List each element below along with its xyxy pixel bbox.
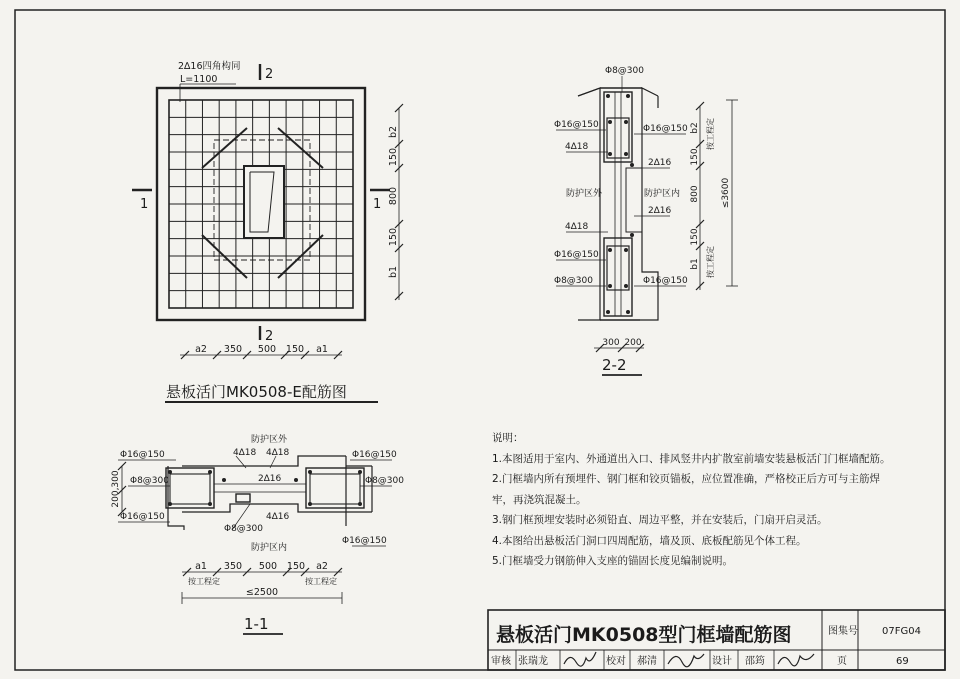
svg-text:4∆18: 4∆18 bbox=[233, 448, 257, 458]
svg-text:800: 800 bbox=[690, 185, 700, 203]
svg-text:b1: b1 bbox=[690, 258, 700, 270]
diagonal-bar-tr bbox=[278, 128, 323, 168]
note-item: 5.门框墙受力钢筋伸入支座的锚固长度见编制说明。 bbox=[492, 555, 734, 567]
note-item: 牢，再浇筑混凝土。 bbox=[492, 493, 587, 506]
svg-text:2∆16: 2∆16 bbox=[648, 206, 672, 216]
section-mark-bottom-label: 2 bbox=[265, 329, 274, 344]
svg-text:防护区外: 防护区外 bbox=[566, 189, 603, 199]
svg-text:150: 150 bbox=[285, 344, 305, 355]
reviewer-signature bbox=[564, 652, 596, 666]
section-2-2-dims bbox=[602, 118, 731, 348]
notes-heading: 说明： bbox=[492, 432, 524, 444]
svg-text:150: 150 bbox=[388, 147, 399, 167]
svg-text:Φ16@150: Φ16@150 bbox=[554, 250, 599, 260]
svg-text:69: 69 bbox=[896, 656, 909, 667]
section-mark-top-label: 2 bbox=[265, 67, 274, 82]
svg-text:防护区内: 防护区内 bbox=[644, 189, 681, 199]
svg-text:按工程定: 按工程定 bbox=[188, 577, 220, 586]
svg-text:Φ8@300: Φ8@300 bbox=[365, 476, 404, 486]
svg-text:150: 150 bbox=[388, 227, 399, 247]
svg-text:350: 350 bbox=[223, 561, 243, 572]
svg-text:a1: a1 bbox=[195, 561, 207, 572]
svg-text:500: 500 bbox=[257, 344, 277, 355]
svg-text:邵筠: 邵筠 bbox=[745, 656, 765, 667]
svg-text:800: 800 bbox=[388, 186, 399, 206]
svg-text:150: 150 bbox=[286, 561, 306, 572]
svg-text:Φ8@300: Φ8@300 bbox=[554, 276, 593, 286]
svg-text:Φ16@150: Φ16@150 bbox=[554, 120, 599, 130]
svg-text:郝清: 郝清 bbox=[637, 656, 657, 667]
svg-text:a1: a1 bbox=[316, 344, 328, 355]
svg-text:4∆18: 4∆18 bbox=[565, 142, 589, 152]
svg-text:b1: b1 bbox=[388, 265, 399, 279]
notes-block bbox=[492, 428, 912, 572]
note-item: 1.本图适用于室内、外通道出入口、排风竖井内扩散室前墙安装悬板活门门框墙配筋。 bbox=[492, 452, 891, 465]
svg-text:≤2500: ≤2500 bbox=[245, 587, 279, 598]
svg-text:150: 150 bbox=[690, 228, 700, 246]
svg-text:200,300: 200,300 bbox=[111, 470, 121, 508]
svg-text:按工程定: 按工程定 bbox=[305, 577, 337, 586]
svg-text:350: 350 bbox=[223, 344, 243, 355]
svg-text:Φ16@150: Φ16@150 bbox=[352, 450, 397, 460]
plan-right-dims bbox=[388, 126, 399, 278]
svg-text:07FG04: 07FG04 bbox=[882, 626, 921, 637]
svg-text:按工程定: 按工程定 bbox=[706, 118, 715, 150]
plan-bottom-dims bbox=[195, 344, 328, 355]
svg-text:Φ8@300: Φ8@300 bbox=[224, 524, 263, 534]
note-item: 4.本图给出悬板活门洞口四周配筋，墙及顶、底板配筋见个体工程。 bbox=[492, 534, 807, 547]
svg-text:Φ8@300: Φ8@300 bbox=[605, 66, 644, 76]
svg-text:b2: b2 bbox=[388, 125, 399, 139]
svg-text:b2: b2 bbox=[690, 122, 700, 134]
plan-title: 悬板活门MK0508-E配筋图 bbox=[166, 383, 347, 401]
svg-text:4∆16: 4∆16 bbox=[266, 512, 290, 522]
svg-text:图集号: 图集号 bbox=[828, 626, 858, 637]
svg-text:a2: a2 bbox=[316, 561, 328, 572]
section-1-1-title: 1-1 bbox=[244, 615, 269, 633]
drawing-title: 悬板活门MK0508型门框墙配筋图 bbox=[496, 624, 792, 646]
svg-text:2∆16: 2∆16 bbox=[258, 474, 282, 484]
svg-text:防护区内: 防护区内 bbox=[251, 543, 288, 553]
svg-text:300: 300 bbox=[602, 338, 620, 348]
svg-text:页: 页 bbox=[837, 656, 847, 667]
section-1-1-dims bbox=[188, 561, 337, 598]
section-mark-left-label: 1 bbox=[140, 197, 149, 212]
section-mark-right-label: 1 bbox=[373, 197, 382, 212]
svg-text:a2: a2 bbox=[195, 344, 207, 355]
svg-text:Φ8@300: Φ8@300 bbox=[130, 476, 169, 486]
svg-text:4∆18: 4∆18 bbox=[266, 448, 290, 458]
svg-text:Φ16@150: Φ16@150 bbox=[643, 276, 688, 286]
svg-text:2∆16: 2∆16 bbox=[648, 158, 672, 168]
plan-top-label-1: 2∆16四角构同 bbox=[178, 61, 241, 72]
svg-text:500: 500 bbox=[258, 561, 278, 572]
section-2-2-title: 2-2 bbox=[602, 356, 627, 374]
plan-top-label-2: L=1100 bbox=[180, 74, 218, 85]
designer-signature bbox=[778, 654, 814, 666]
svg-text:审核: 审核 bbox=[491, 656, 511, 667]
svg-text:Φ16@150: Φ16@150 bbox=[643, 124, 688, 134]
svg-text:张瑞龙: 张瑞龙 bbox=[518, 656, 548, 667]
svg-text:Φ16@150: Φ16@150 bbox=[120, 512, 165, 522]
svg-text:200: 200 bbox=[624, 338, 642, 348]
svg-text:Φ16@150: Φ16@150 bbox=[342, 536, 387, 546]
svg-text:设计: 设计 bbox=[712, 656, 732, 667]
diagonal-bar-tl bbox=[202, 128, 247, 168]
svg-text:按工程定: 按工程定 bbox=[706, 246, 715, 278]
svg-text:4∆18: 4∆18 bbox=[565, 222, 589, 232]
svg-text:150: 150 bbox=[690, 148, 700, 166]
svg-text:Φ16@150: Φ16@150 bbox=[120, 450, 165, 460]
checker-signature bbox=[668, 654, 704, 667]
svg-text:校对: 校对 bbox=[606, 656, 626, 667]
svg-text:防护区外: 防护区外 bbox=[251, 435, 288, 445]
svg-text:≤3600: ≤3600 bbox=[721, 177, 731, 209]
note-item: 2.门框墙内所有预埋件、钢门框和铰页锚板，应位置准确，严格校正后方可与主筋焊 bbox=[492, 473, 881, 485]
note-item: 3.钢门框预埋安装时必须铅直、周边平整，并在安装后，门扇开启灵活。 bbox=[492, 514, 828, 526]
